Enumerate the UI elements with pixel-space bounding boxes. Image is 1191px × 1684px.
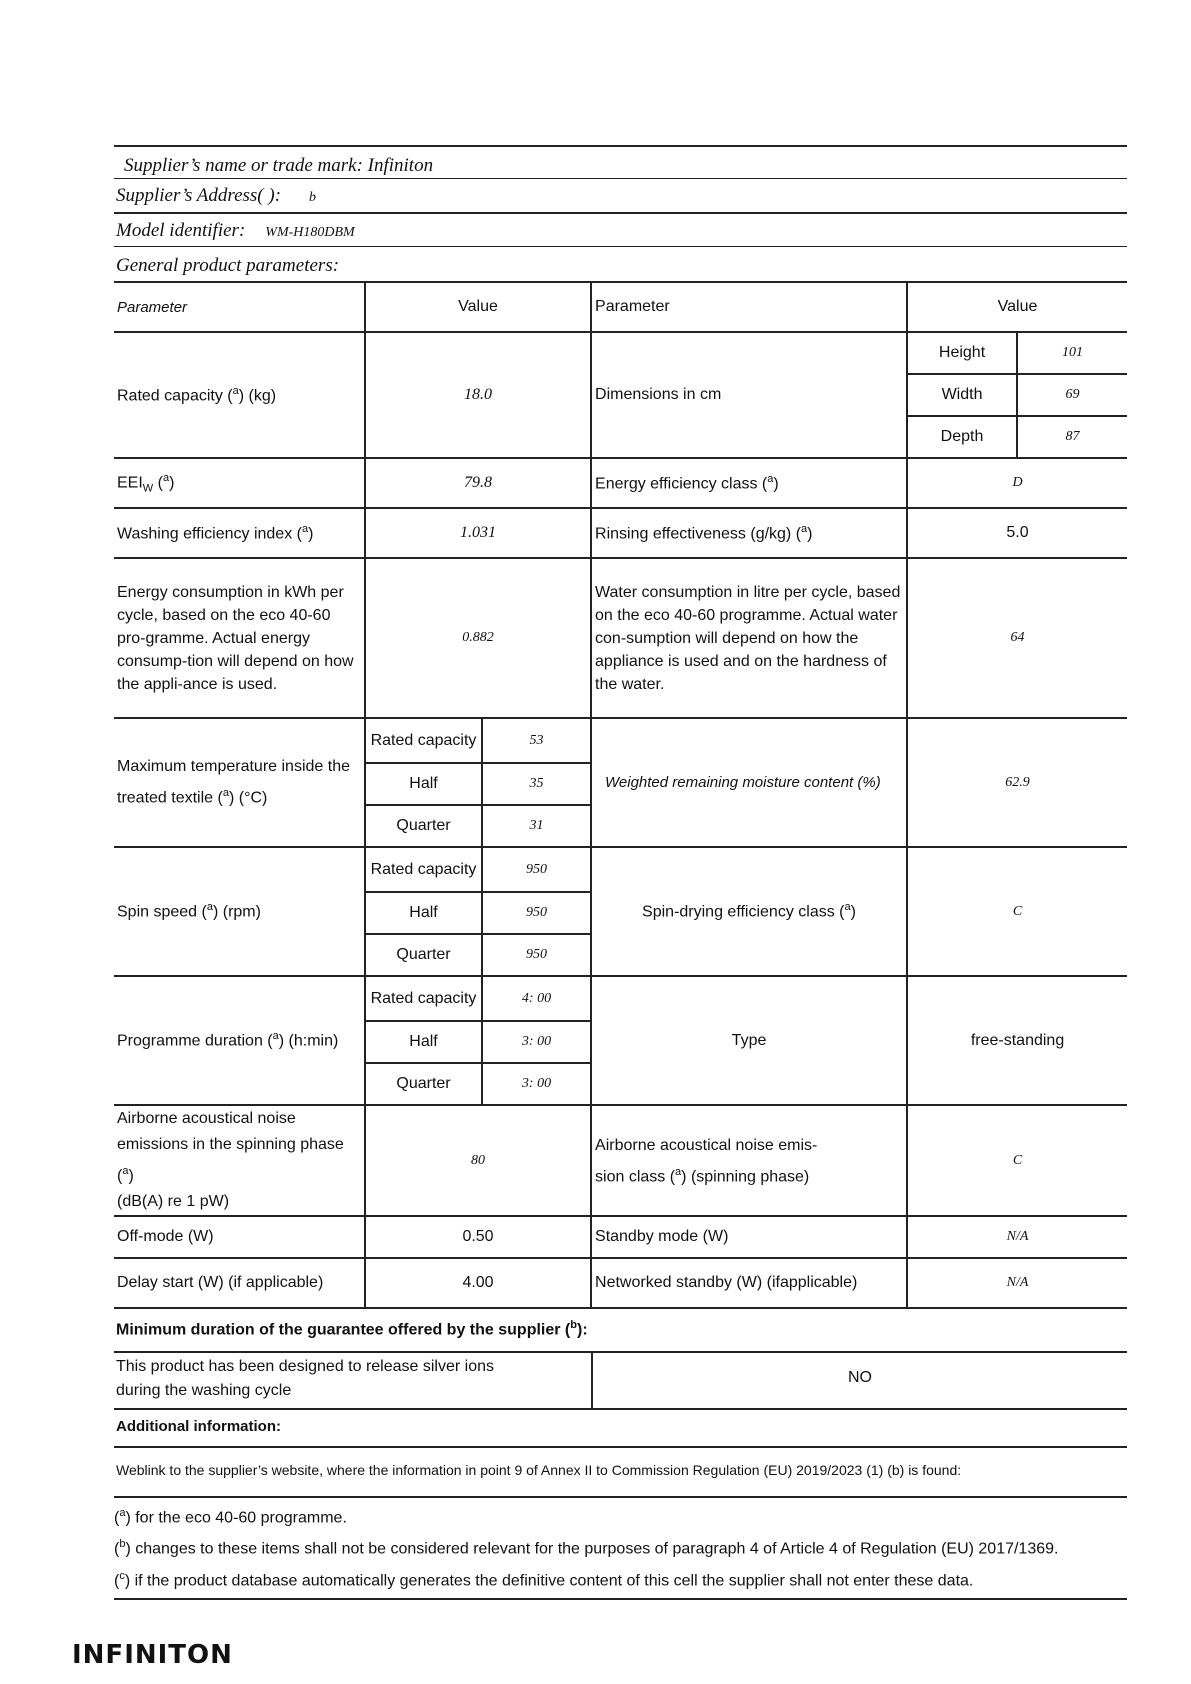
additional-info-row <box>114 1410 1127 1448</box>
product-parameters-table <box>114 281 1127 1309</box>
model-row <box>114 212 1127 246</box>
duration-rated-value: 4: 00 <box>482 976 591 1021</box>
spin-class-value: C <box>907 847 1127 976</box>
spin-quarter-value: 950 <box>482 934 591 976</box>
depth-value: 87 <box>1017 416 1127 458</box>
width-label: Width <box>907 374 1017 416</box>
rated-capacity-value: 18.0 <box>365 332 591 458</box>
general-params-label: General product parameters: <box>116 255 340 276</box>
noise-class-value: C <box>907 1105 1127 1216</box>
table-row <box>114 1216 1127 1258</box>
silver-ions-label: This product has been designed to release silver ions during the washing cycle <box>116 1358 494 1399</box>
networked-label: Networked standby (W) (ifapplicable) <box>591 1258 907 1308</box>
footnote-a: ($^a$) for the eco 40-60 programme. <box>114 1507 347 1527</box>
height-label: Height <box>907 332 1017 374</box>
table-row <box>114 976 1127 1021</box>
max-temp-rated-label: Rated capacity <box>365 718 482 763</box>
spin-rated-value: 950 <box>482 847 591 892</box>
energy-class-value: D <box>907 458 1127 508</box>
additional-info-label: Additional information: <box>116 1418 281 1435</box>
width-value: 69 <box>1017 374 1127 416</box>
rated-capacity-label: Rated capacity ($^a$) (kg) <box>114 332 365 458</box>
table-row <box>114 558 1127 718</box>
weblink-row <box>114 1448 1127 1498</box>
col-header-value-2: Value <box>907 282 1127 332</box>
duration-label: Programme duration ($^a$) (h:min) <box>114 976 365 1105</box>
duration-quarter-value: 3: 00 <box>482 1063 591 1105</box>
table-row <box>114 332 1127 374</box>
col-header-parameter: Parameter <box>114 282 365 332</box>
guarantee-row <box>114 1311 1127 1353</box>
spin-class-label: Spin-drying efficiency class ($^a$) <box>591 847 907 976</box>
noise-value: 80 <box>365 1105 591 1216</box>
water-consumption-value: 64 <box>907 558 1127 718</box>
eei-value: 79.8 <box>365 458 591 508</box>
duration-quarter-label: Quarter <box>365 1063 482 1105</box>
supplier-address-label: Supplier’s Address( ): <box>116 185 282 206</box>
supplier-name: Supplier’s name or trade mark: Infiniton <box>124 155 434 176</box>
table-row <box>114 458 1127 508</box>
eei-label: $EEI_W$ ($^a$) <box>114 458 365 508</box>
spin-quarter-label: Quarter <box>365 934 482 976</box>
max-temp-quarter-value: 31 <box>482 805 591 847</box>
infiniton-logo: INFINITON <box>72 1640 233 1670</box>
footnote-b: ($^b$) changes to these items shall not be considered relevant for the purposes of paragraph 4 of Article 4 of Regulation (EU) 2017/1369. <box>114 1538 1059 1558</box>
energy-consumption-label: Energy consumption in kWh per cycle, based on the eco 40-60 pro-gramme. Actual energy consump-tion will depend on how the appli-ance is used. <box>114 558 365 718</box>
duration-rated-label: Rated capacity <box>365 976 482 1021</box>
noise-class-label: Airborne acoustical noise emis- sion class ($^a$) (spinning phase) <box>591 1105 907 1216</box>
energy-consumption-value: 0.882 <box>365 558 591 718</box>
standby-label: Standby mode (W) <box>591 1216 907 1258</box>
delay-label: Delay start (W) (if applicable) <box>114 1258 365 1308</box>
model-label: Model identifier: <box>116 220 246 241</box>
silver-ions-row <box>114 1353 1127 1410</box>
max-temp-quarter-label: Quarter <box>365 805 482 847</box>
table-row <box>114 718 1127 763</box>
weblink-text: Weblink to the supplier’s website, where the information in point 9 of Annex II to Commission Regulation (EU) 2019/2023 (1) (b) is found: <box>116 1462 962 1478</box>
model-value: WM-H180DBM <box>265 225 355 240</box>
standby-value: N/A <box>907 1216 1127 1258</box>
delay-value: 4.00 <box>365 1258 591 1308</box>
supplier-address-mark: b <box>309 190 317 205</box>
table-header-row <box>114 282 1127 332</box>
type-label: Type <box>591 976 907 1105</box>
depth-label: Depth <box>907 416 1017 458</box>
spin-speed-label: Spin speed ($^a$) (rpm) <box>114 847 365 976</box>
off-mode-label: Off-mode (W) <box>114 1216 365 1258</box>
moisture-value: 62.9 <box>907 718 1127 847</box>
general-params-row <box>114 246 1127 281</box>
moisture-label: Weighted remaining moisture content (%) <box>591 718 907 847</box>
duration-half-label: Half <box>365 1021 482 1063</box>
max-temp-rated-value: 53 <box>482 718 591 763</box>
col-header-value: Value <box>365 282 591 332</box>
supplier-name-row <box>114 145 1127 179</box>
washing-index-label: Washing efficiency index ($^a$) <box>114 508 365 558</box>
noise-label: Airborne acoustical noise emissions in the spinning phase ($^a$) (dB(A) re 1 pW) <box>114 1105 365 1216</box>
table-row <box>114 847 1127 892</box>
table-row <box>114 1258 1127 1308</box>
type-value: free-standing <box>907 976 1127 1105</box>
max-temp-half-label: Half <box>365 763 482 805</box>
water-consumption-label: Water consumption in litre per cycle, based on the eco 40-60 programme. Actual water con-sumption will depend on how the appliance is used and on the hardness of the water. <box>591 558 907 718</box>
footnotes <box>114 1500 1127 1600</box>
table-row <box>114 1105 1127 1216</box>
spin-rated-label: Rated capacity <box>365 847 482 892</box>
rinsing-label: Rinsing effectiveness (g/kg) ($^a$) <box>591 508 907 558</box>
col-header-parameter-2: Parameter <box>591 282 907 332</box>
guarantee-label: Minimum duration of the guarantee offered by the supplier ($^b$): <box>116 1319 588 1339</box>
duration-half-value: 3: 00 <box>482 1021 591 1063</box>
rinsing-value: 5.0 <box>907 508 1127 558</box>
energy-class-label: Energy efficiency class ($^a$) <box>591 458 907 508</box>
max-temp-label: Maximum temperature inside the treated textile ($^a$) (°C) <box>114 718 365 847</box>
dimensions-label: Dimensions in cm <box>591 332 907 458</box>
networked-value: N/A <box>907 1258 1127 1308</box>
supplier-address-row <box>114 178 1127 211</box>
footnote-c: ($^c$) if the product database automatically generates the definitive content of this cell the supplier shall not enter these data. <box>114 1569 974 1589</box>
max-temp-half-value: 35 <box>482 763 591 805</box>
spin-half-value: 950 <box>482 892 591 934</box>
spin-half-label: Half <box>365 892 482 934</box>
silver-ions-value: NO <box>848 1369 872 1386</box>
table-row <box>114 508 1127 558</box>
height-value: 101 <box>1017 332 1127 374</box>
washing-index-value: 1.031 <box>365 508 591 558</box>
off-mode-value: 0.50 <box>365 1216 591 1258</box>
